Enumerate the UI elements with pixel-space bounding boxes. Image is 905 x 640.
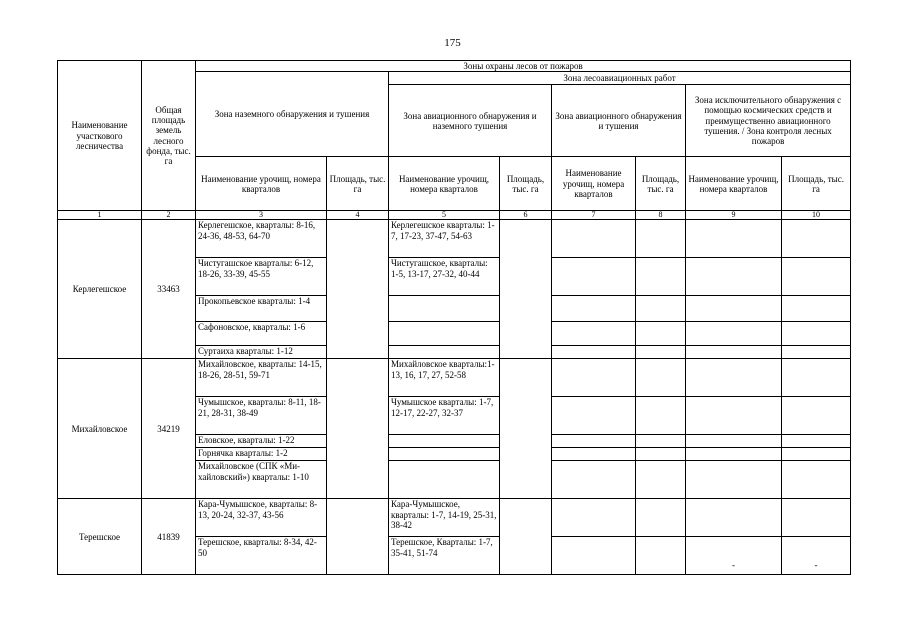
empty-cell bbox=[552, 322, 636, 346]
empty-cell bbox=[782, 461, 851, 499]
column-number: 5 bbox=[389, 211, 500, 220]
fire-zones-table bbox=[57, 60, 851, 575]
empty-cell bbox=[782, 448, 851, 461]
header-col3-names: Наименование урочищ, номера кварталов bbox=[196, 157, 327, 211]
empty-cell bbox=[636, 461, 686, 499]
column-number: 7 bbox=[552, 211, 636, 220]
aviation-ground-cell: Чистугашское, кварталы: 1-5, 13-17, 27-32, 40-44 bbox=[389, 258, 500, 296]
empty-cell bbox=[389, 435, 500, 448]
aviation-ground-cell: Кара-Чумышское, кварталы: 1-7, 14-19, 25-31, 38-42 bbox=[389, 499, 500, 537]
empty-cell bbox=[552, 435, 636, 448]
empty-cell bbox=[636, 258, 686, 296]
column-number: 8 bbox=[636, 211, 686, 220]
empty-cell bbox=[552, 461, 636, 499]
ground-area-cell bbox=[327, 359, 389, 499]
column-numbers-row bbox=[58, 211, 851, 220]
empty-cell bbox=[552, 448, 636, 461]
empty-cell bbox=[552, 296, 636, 322]
column-number: 10 bbox=[782, 211, 851, 220]
header-col4-area: Площадь, тыс. га bbox=[327, 157, 389, 211]
empty-cell bbox=[686, 397, 782, 435]
header-col8-area: Площадь, тыс. га bbox=[636, 157, 686, 211]
empty-cell bbox=[782, 322, 851, 346]
column-number: 3 bbox=[196, 211, 327, 220]
forestry-name: Михайловское bbox=[58, 359, 142, 499]
empty-cell bbox=[552, 258, 636, 296]
header-col5-names: Наименование урочищ, номера кварталов bbox=[389, 157, 500, 211]
empty-cell bbox=[552, 346, 636, 359]
empty-cell bbox=[636, 296, 686, 322]
empty-cell bbox=[389, 448, 500, 461]
forestry-name: Керлегешское bbox=[58, 220, 142, 359]
empty-cell bbox=[686, 359, 782, 397]
empty-cell bbox=[636, 448, 686, 461]
empty-cell bbox=[389, 346, 500, 359]
ground-zone-cell: Еловское, кварталы: 1-22 bbox=[196, 435, 327, 448]
header-total-area: Общая площадь земель лесного фонда, тыс. га bbox=[142, 61, 196, 211]
column-number: 6 bbox=[500, 211, 552, 220]
ground-zone-cell: Горнячка кварталы: 1-2 bbox=[196, 448, 327, 461]
empty-cell bbox=[552, 397, 636, 435]
empty-cell bbox=[782, 346, 851, 359]
column-number: 2 bbox=[142, 211, 196, 220]
header-fire-zones: Зоны охраны лесов от пожаров bbox=[196, 61, 851, 72]
empty-cell bbox=[636, 322, 686, 346]
aviation-ground-area-cell bbox=[500, 359, 552, 499]
empty-cell bbox=[686, 346, 782, 359]
ground-zone-cell: Кара-Чумышское, кварталы: 8-13, 20-24, 32-37, 43-56 bbox=[196, 499, 327, 537]
empty-cell bbox=[636, 397, 686, 435]
page-number: 175 bbox=[444, 37, 461, 49]
empty-cell bbox=[636, 435, 686, 448]
empty-cell bbox=[686, 296, 782, 322]
empty-cell bbox=[552, 359, 636, 397]
ground-zone-cell: Чистугашское кварталы: 6-12, 18-26, 33-39, 45-55 bbox=[196, 258, 327, 296]
ground-zone-cell: Керлегешское, кварталы: 8-16, 24-36, 48-53, 64-70 bbox=[196, 220, 327, 258]
aviation-ground-cell: Керлегешское кварталы: 1-7, 17-23, 37-47, 54-63 bbox=[389, 220, 500, 258]
forestry-area: 33463 bbox=[142, 220, 196, 359]
empty-cell bbox=[686, 461, 782, 499]
aviation-ground-area-cell bbox=[500, 220, 552, 359]
empty-cell bbox=[636, 220, 686, 258]
aviation-ground-cell: Михайловское кварталы:1-13, 16, 17, 27, 52-58 bbox=[389, 359, 500, 397]
ground-area-cell bbox=[327, 499, 389, 575]
header-col10-area: Площадь, тыс. га bbox=[782, 157, 851, 211]
header-aviation-ground-zone: Зона авиационного обнаружения и наземного тушения bbox=[389, 85, 552, 157]
ground-zone-cell: Суртаиха кварталы: 1-12 bbox=[196, 346, 327, 359]
empty-cell bbox=[782, 258, 851, 296]
header-ground-zone: Зона наземного обнаружения и тушения bbox=[196, 72, 389, 157]
empty-cell bbox=[782, 220, 851, 258]
forestry-area: 41839 bbox=[142, 499, 196, 575]
empty-cell bbox=[686, 322, 782, 346]
empty-cell bbox=[636, 537, 686, 575]
ground-zone-cell: Михайловское (СПК «Ми-хайловский») кварталы: 1-10 bbox=[196, 461, 327, 499]
empty-cell bbox=[782, 296, 851, 322]
empty-cell bbox=[686, 435, 782, 448]
aviation-ground-cell: Чумышское кварталы: 1-7, 12-17, 22-27, 32-37 bbox=[389, 397, 500, 435]
empty-cell bbox=[389, 461, 500, 499]
table-row bbox=[58, 220, 851, 258]
aviation-ground-cell: Терешское, Кварталы: 1-7, 35-41, 51-74 bbox=[389, 537, 500, 575]
header-col9-names: Наименование урочищ, номера кварталов bbox=[686, 157, 782, 211]
empty-cell bbox=[389, 322, 500, 346]
empty-cell bbox=[782, 499, 851, 537]
empty-cell bbox=[686, 499, 782, 537]
empty-cell bbox=[552, 220, 636, 258]
empty-cell bbox=[636, 346, 686, 359]
empty-cell bbox=[636, 499, 686, 537]
empty-cell bbox=[686, 448, 782, 461]
header-forestry-name: Наименование участкового лесничества bbox=[58, 61, 142, 211]
table-row bbox=[58, 499, 851, 537]
ground-area-cell bbox=[327, 220, 389, 359]
empty-cell bbox=[686, 220, 782, 258]
empty-cell bbox=[782, 397, 851, 435]
table-row bbox=[58, 359, 851, 397]
header-space-zone: Зона исключительного обнаружения с помощью космических средств и преимущественно авиационного тушения. / Зона контроля лесных пожаров bbox=[686, 85, 851, 157]
space-zone-area-dash: - bbox=[782, 537, 851, 575]
empty-cell bbox=[389, 296, 500, 322]
ground-zone-cell: Михайловское, кварталы: 14-15, 18-26, 28-51, 59-71 bbox=[196, 359, 327, 397]
ground-zone-cell: Чумышское, кварталы: 8-11, 18-21, 28-31, 38-49 bbox=[196, 397, 327, 435]
empty-cell bbox=[636, 359, 686, 397]
forestry-area: 34219 bbox=[142, 359, 196, 499]
empty-cell bbox=[782, 435, 851, 448]
column-number: 1 bbox=[58, 211, 142, 220]
ground-zone-cell: Терешское, кварталы: 8-34, 42-50 bbox=[196, 537, 327, 575]
forestry-name: Терешское bbox=[58, 499, 142, 575]
empty-cell bbox=[686, 258, 782, 296]
header-aviation-zone: Зона авиационного обнаружения и тушения bbox=[552, 85, 686, 157]
header-col6-area: Площадь, тыс. га bbox=[500, 157, 552, 211]
ground-zone-cell: Сафоновское, кварталы: 1-6 bbox=[196, 322, 327, 346]
empty-cell bbox=[552, 537, 636, 575]
empty-cell bbox=[782, 359, 851, 397]
ground-zone-cell: Прокопьевское кварталы: 1-4 bbox=[196, 296, 327, 322]
space-zone-name-dash: - bbox=[686, 537, 782, 575]
empty-cell bbox=[552, 499, 636, 537]
column-number: 9 bbox=[686, 211, 782, 220]
header-col7-names: Наименование урочищ, номера кварталов bbox=[552, 157, 636, 211]
aviation-ground-area-cell bbox=[500, 499, 552, 575]
header-aviation-works-zone: Зона лесоавиационных работ bbox=[389, 72, 851, 85]
column-number: 4 bbox=[327, 211, 389, 220]
